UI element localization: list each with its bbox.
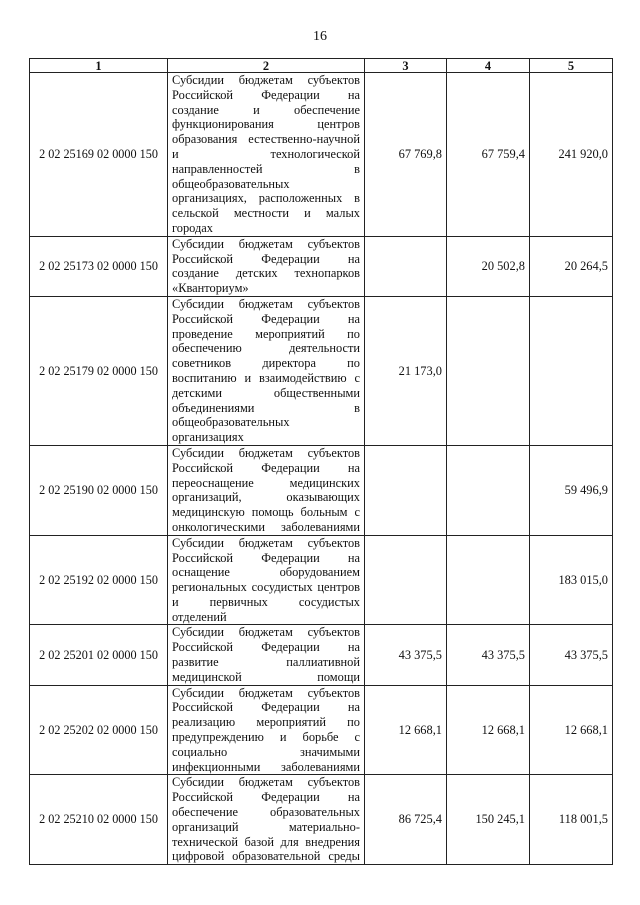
description-line: Субсидии бюджетам субъектов	[172, 625, 360, 640]
amount-cell-col-3: 67 769,8	[365, 73, 447, 237]
description-cell	[168, 685, 365, 775]
description-line: создание детских технопарков	[172, 266, 360, 281]
description-line: социально значимыми	[172, 744, 360, 759]
description-line: переоснащение медицинских	[172, 475, 360, 490]
description-line: Субсидии бюджетам субъектов	[172, 775, 360, 790]
budget-code-cell: 2 02 25210 02 0000 150	[30, 775, 168, 865]
description-line: и технологической	[172, 146, 360, 161]
description-line: онкологическими заболеваниями	[172, 519, 360, 534]
budget-code-cell: 2 02 25190 02 0000 150	[30, 445, 168, 535]
description-line: городах	[172, 220, 214, 235]
description-cell	[168, 236, 365, 296]
description-cell	[168, 445, 365, 535]
description-line: функционирования центров	[172, 117, 360, 132]
amount-cell-col-4: 20 502,8	[447, 236, 530, 296]
amount-cell-col-5: 183 015,0	[530, 535, 613, 625]
table-row	[30, 73, 613, 237]
table-row	[30, 775, 613, 865]
description-line: обеспечению деятельности	[172, 341, 360, 356]
amount-cell-col-3	[365, 445, 447, 535]
description-line: и первичных сосудистых	[172, 594, 360, 609]
description-line: Российской Федерации на	[172, 640, 360, 655]
description-line: Субсидии бюджетам субъектов	[172, 296, 360, 311]
description-line: технической базой для внедрения	[172, 834, 360, 849]
description-line: медицинской помощи	[172, 669, 360, 684]
description-line: Российской Федерации на	[172, 311, 360, 326]
description-line: медицинскую помощь больным с	[172, 505, 360, 520]
description-line: «Кванториум»	[172, 281, 249, 296]
amount-cell-col-3	[365, 236, 447, 296]
description-cell	[168, 73, 365, 237]
description-line: воспитанию и взаимодействию с	[172, 370, 360, 385]
amount-cell-col-3: 12 668,1	[365, 685, 447, 775]
description-line: инфекционными заболеваниями	[172, 759, 360, 774]
description-line: предупреждению и борьбе с	[172, 730, 360, 745]
budget-code-cell: 2 02 25192 02 0000 150	[30, 535, 168, 625]
amount-cell-col-5: 241 920,0	[530, 73, 613, 237]
description-line: общеобразовательных	[172, 176, 290, 191]
description-line: советников директора по	[172, 356, 360, 371]
amount-cell-col-4: 12 668,1	[447, 685, 530, 775]
description-line: Субсидии бюджетам субъектов	[172, 73, 360, 87]
header-cell-1: 1	[30, 59, 168, 73]
budget-code-cell: 2 02 25173 02 0000 150	[30, 236, 168, 296]
amount-cell-col-5: 118 001,5	[530, 775, 613, 865]
description-line: организациях	[172, 430, 244, 445]
table-row	[30, 296, 613, 445]
budget-table	[29, 58, 613, 865]
amount-cell-col-4: 67 759,4	[447, 73, 530, 237]
description-line: обеспечение образовательных	[172, 805, 360, 820]
amount-cell-col-5: 20 264,5	[530, 236, 613, 296]
amount-cell-col-4: 43 375,5	[447, 625, 530, 685]
amount-cell-col-3: 43 375,5	[365, 625, 447, 685]
description-line: цифровой образовательной среды	[172, 849, 360, 864]
description-line: образования естественно-научной	[172, 132, 360, 147]
description-line: Субсидии бюджетам субъектов	[172, 535, 360, 550]
budget-code-cell: 2 02 25179 02 0000 150	[30, 296, 168, 445]
budget-code-cell: 2 02 25169 02 0000 150	[30, 73, 168, 237]
description-line: Субсидии бюджетам субъектов	[172, 236, 360, 251]
description-line: Российской Федерации на	[172, 251, 360, 266]
table-row	[30, 685, 613, 775]
description-line: отделений	[172, 609, 227, 624]
description-line: Российской Федерации на	[172, 550, 360, 565]
description-line: организациях, расположенных в	[172, 191, 360, 206]
description-line: направленностей в	[172, 161, 360, 176]
header-cell-4: 4	[447, 59, 530, 73]
amount-cell-col-3: 21 173,0	[365, 296, 447, 445]
header-cell-5: 5	[530, 59, 613, 73]
description-line: Российской Федерации на	[172, 87, 360, 102]
description-line: детскими общественными	[172, 385, 360, 400]
amount-cell-col-4	[447, 296, 530, 445]
description-line: объединениями в	[172, 400, 360, 415]
header-row	[30, 59, 613, 73]
description-line: развитие паллиативной	[172, 655, 360, 670]
amount-cell-col-5: 12 668,1	[530, 685, 613, 775]
amount-cell-col-5	[530, 296, 613, 445]
description-line: реализацию мероприятий по	[172, 715, 360, 730]
budget-code-cell: 2 02 25201 02 0000 150	[30, 625, 168, 685]
table-row	[30, 625, 613, 685]
amount-cell-col-5: 59 496,9	[530, 445, 613, 535]
description-line: Субсидии бюджетам субъектов	[172, 685, 360, 700]
amount-cell-col-4	[447, 535, 530, 625]
description-line: проведение мероприятий по	[172, 326, 360, 341]
header-cell-2: 2	[168, 59, 365, 73]
page-number: 16	[313, 29, 327, 44]
description-line: Российской Федерации на	[172, 700, 360, 715]
description-line: создание и обеспечение	[172, 102, 360, 117]
table-body	[30, 73, 613, 865]
description-cell	[168, 775, 365, 865]
description-cell	[168, 296, 365, 445]
description-line: Российской Федерации на	[172, 790, 360, 805]
description-cell	[168, 535, 365, 625]
description-line: региональных сосудистых центров	[172, 580, 360, 595]
description-cell	[168, 625, 365, 685]
header-cell-3: 3	[365, 59, 447, 73]
table-row	[30, 236, 613, 296]
description-line: организаций материально-	[172, 819, 360, 834]
amount-cell-col-4: 150 245,1	[447, 775, 530, 865]
amount-cell-col-3: 86 725,4	[365, 775, 447, 865]
table-row	[30, 535, 613, 625]
budget-code-cell: 2 02 25202 02 0000 150	[30, 685, 168, 775]
description-line: организаций, оказывающих	[172, 490, 360, 505]
amount-cell-col-5: 43 375,5	[530, 625, 613, 685]
description-line: Российской Федерации на	[172, 460, 360, 475]
description-line: Субсидии бюджетам субъектов	[172, 445, 360, 460]
amount-cell-col-3	[365, 535, 447, 625]
amount-cell-col-4	[447, 445, 530, 535]
description-line: общеобразовательных	[172, 415, 290, 430]
description-line: сельской местности и малых	[172, 206, 360, 221]
description-line: оснащение оборудованием	[172, 565, 360, 580]
table-row	[30, 445, 613, 535]
